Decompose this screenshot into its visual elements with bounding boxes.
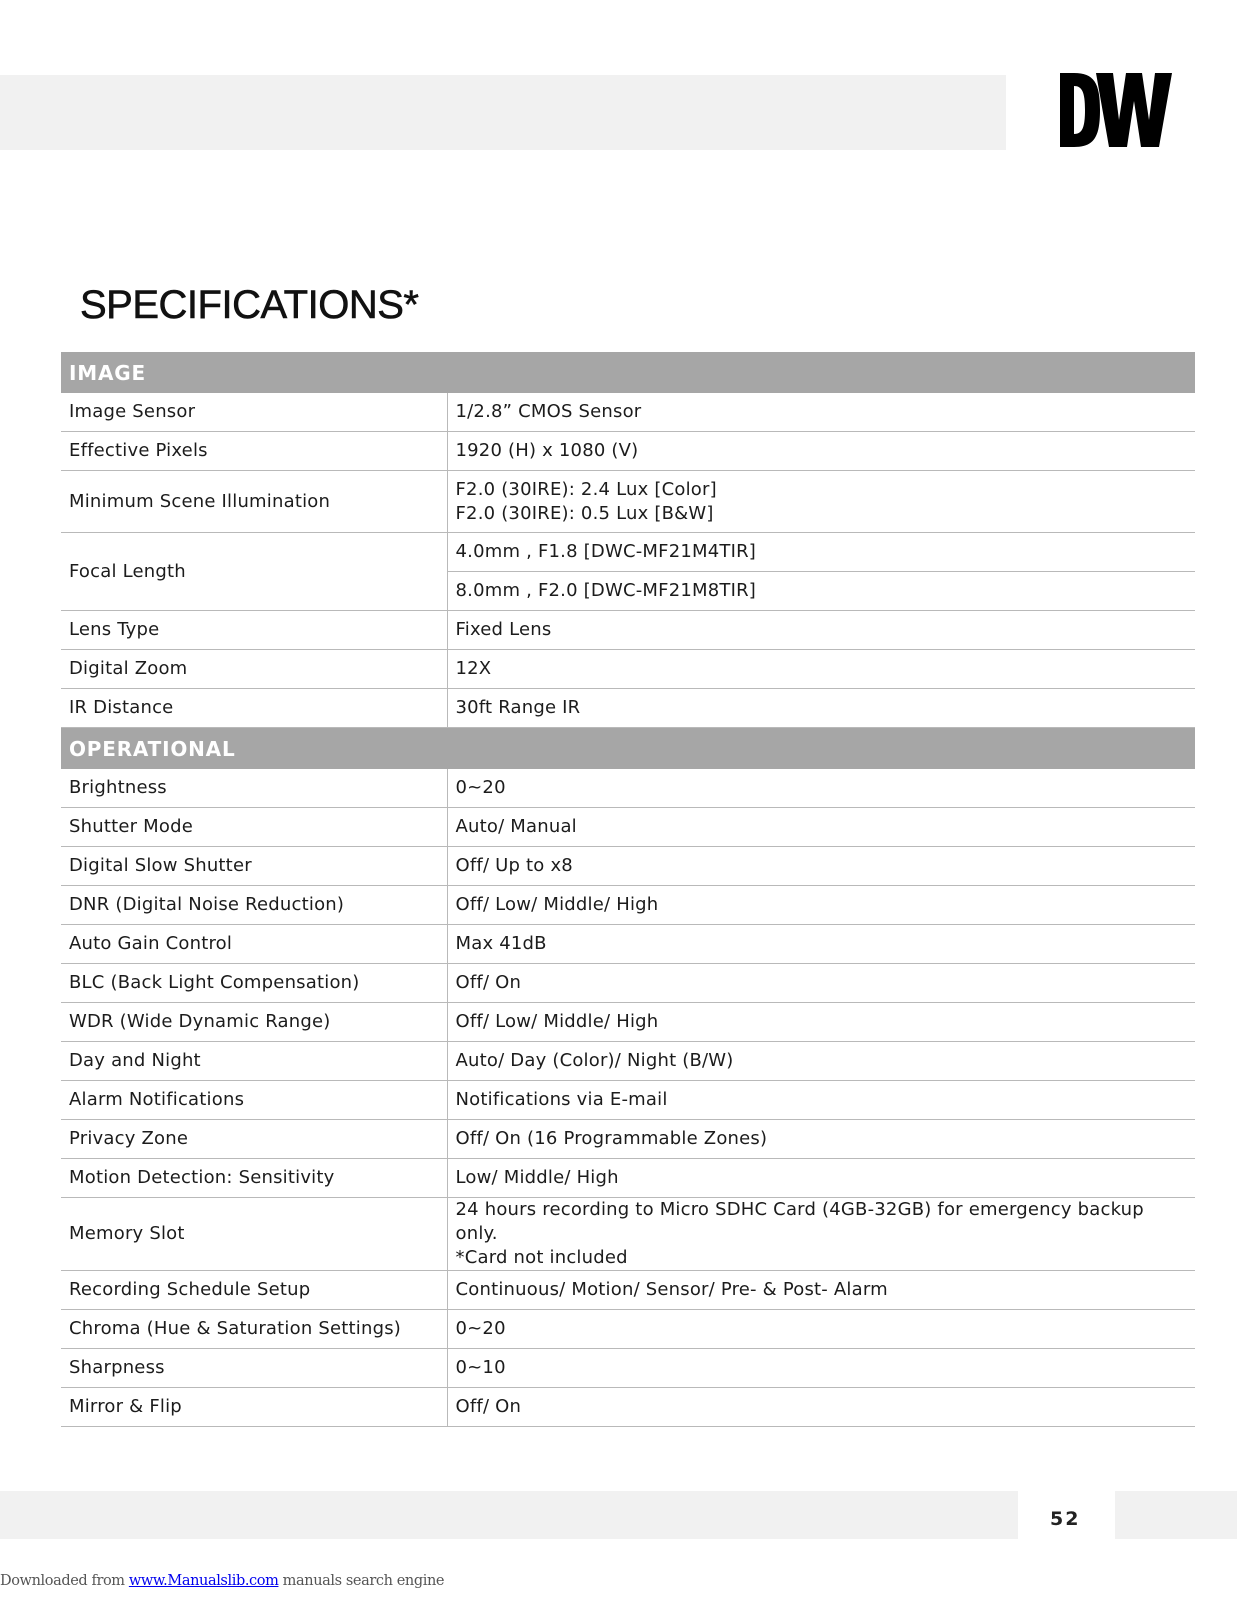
- spec-label: Shutter Mode: [61, 808, 447, 847]
- spec-label: Sharpness: [61, 1349, 447, 1388]
- spec-label: Privacy Zone: [61, 1120, 447, 1159]
- footer-band-right: [1115, 1491, 1237, 1539]
- spec-row: [61, 1388, 1195, 1427]
- spec-value: 4.0mm , F1.8 [DWC-MF21M4TIR]: [447, 533, 1195, 572]
- spec-row: [61, 769, 1195, 808]
- spec-label: Motion Detection: Sensitivity: [61, 1159, 447, 1198]
- spec-row: [61, 393, 1195, 432]
- specifications-table: [61, 352, 1195, 1427]
- spec-value: Fixed Lens: [447, 611, 1195, 650]
- spec-row: [61, 886, 1195, 925]
- spec-row: [61, 1271, 1195, 1310]
- page-title: SPECIFICATIONS*: [80, 283, 419, 327]
- footer-band: [0, 1491, 1018, 1539]
- spec-value: 8.0mm , F2.0 [DWC-MF21M8TIR]: [447, 572, 1195, 611]
- download-notice: [0, 1573, 444, 1589]
- spec-label: Image Sensor: [61, 393, 447, 432]
- spec-row: [61, 1120, 1195, 1159]
- spec-row: [61, 650, 1195, 689]
- spec-value: Off/ On: [447, 964, 1195, 1003]
- spec-label: Lens Type: [61, 611, 447, 650]
- spec-value: 1/2.8” CMOS Sensor: [447, 393, 1195, 432]
- spec-label: Minimum Scene Illumination: [61, 471, 447, 533]
- spec-row: [61, 964, 1195, 1003]
- spec-label: Recording Schedule Setup: [61, 1271, 447, 1310]
- spec-label: Mirror & Flip: [61, 1388, 447, 1427]
- spec-label: Digital Slow Shutter: [61, 847, 447, 886]
- section-heading: IMAGE: [61, 352, 1195, 393]
- spec-value: Auto/ Manual: [447, 808, 1195, 847]
- spec-row: [61, 1349, 1195, 1388]
- spec-row: [61, 1042, 1195, 1081]
- spec-value: Off/ Low/ Middle/ High: [447, 886, 1195, 925]
- spec-value: Off/ Low/ Middle/ High: [447, 1003, 1195, 1042]
- header-band: [0, 75, 1006, 150]
- spec-value: 12X: [447, 650, 1195, 689]
- spec-label: Effective Pixels: [61, 432, 447, 471]
- section-heading: OPERATIONAL: [61, 728, 1195, 770]
- spec-row: [61, 808, 1195, 847]
- spec-value: 1920 (H) x 1080 (V): [447, 432, 1195, 471]
- spec-value: 0~20: [447, 769, 1195, 808]
- spec-label: WDR (Wide Dynamic Range): [61, 1003, 447, 1042]
- spec-row: [61, 1198, 1195, 1271]
- download-suffix: manuals search engine: [278, 1573, 445, 1589]
- spec-value: 0~10: [447, 1349, 1195, 1388]
- spec-value: 30ft Range IR: [447, 689, 1195, 728]
- spec-row: [61, 611, 1195, 650]
- spec-value: F2.0 (30IRE): 2.4 Lux [Color] F2.0 (30IRE): 0.5 Lux [B&W]: [447, 471, 1195, 533]
- spec-row: [61, 471, 1195, 533]
- section-header-row: [61, 728, 1195, 770]
- spec-row: [61, 432, 1195, 471]
- spec-label: Day and Night: [61, 1042, 447, 1081]
- section-header-row: [61, 352, 1195, 393]
- manualslib-link[interactable]: www.Manualslib.com: [128, 1573, 279, 1589]
- spec-value: 0~20: [447, 1310, 1195, 1349]
- spec-value: Off/ On (16 Programmable Zones): [447, 1120, 1195, 1159]
- spec-row: [61, 689, 1195, 728]
- spec-label: Memory Slot: [61, 1198, 447, 1271]
- spec-value: Off/ Up to x8: [447, 847, 1195, 886]
- spec-row: [61, 1081, 1195, 1120]
- page-number: 52: [1050, 1508, 1081, 1530]
- spec-row: [61, 847, 1195, 886]
- spec-label: Brightness: [61, 769, 447, 808]
- dw-logo: [1060, 73, 1172, 147]
- spec-label: IR Distance: [61, 689, 447, 728]
- download-prefix: Downloaded from: [0, 1573, 129, 1589]
- spec-row: [61, 1310, 1195, 1349]
- spec-value: Off/ On: [447, 1388, 1195, 1427]
- spec-label: DNR (Digital Noise Reduction): [61, 886, 447, 925]
- spec-row: [61, 925, 1195, 964]
- spec-label: Alarm Notifications: [61, 1081, 447, 1120]
- spec-label: Chroma (Hue & Saturation Settings): [61, 1310, 447, 1349]
- spec-label: Focal Length: [61, 533, 447, 611]
- spec-value: Auto/ Day (Color)/ Night (B/W): [447, 1042, 1195, 1081]
- spec-label: Auto Gain Control: [61, 925, 447, 964]
- spec-label: Digital Zoom: [61, 650, 447, 689]
- spec-value: Max 41dB: [447, 925, 1195, 964]
- spec-value: 24 hours recording to Micro SDHC Card (4GB-32GB) for emergency backup only. *Card not included: [447, 1198, 1195, 1271]
- spec-value: Notifications via E-mail: [447, 1081, 1195, 1120]
- spec-row: [61, 533, 1195, 572]
- spec-row: [61, 1003, 1195, 1042]
- spec-value: Low/ Middle/ High: [447, 1159, 1195, 1198]
- spec-label: BLC (Back Light Compensation): [61, 964, 447, 1003]
- spec-row: [61, 1159, 1195, 1198]
- spec-value: Continuous/ Motion/ Sensor/ Pre- & Post- Alarm: [447, 1271, 1195, 1310]
